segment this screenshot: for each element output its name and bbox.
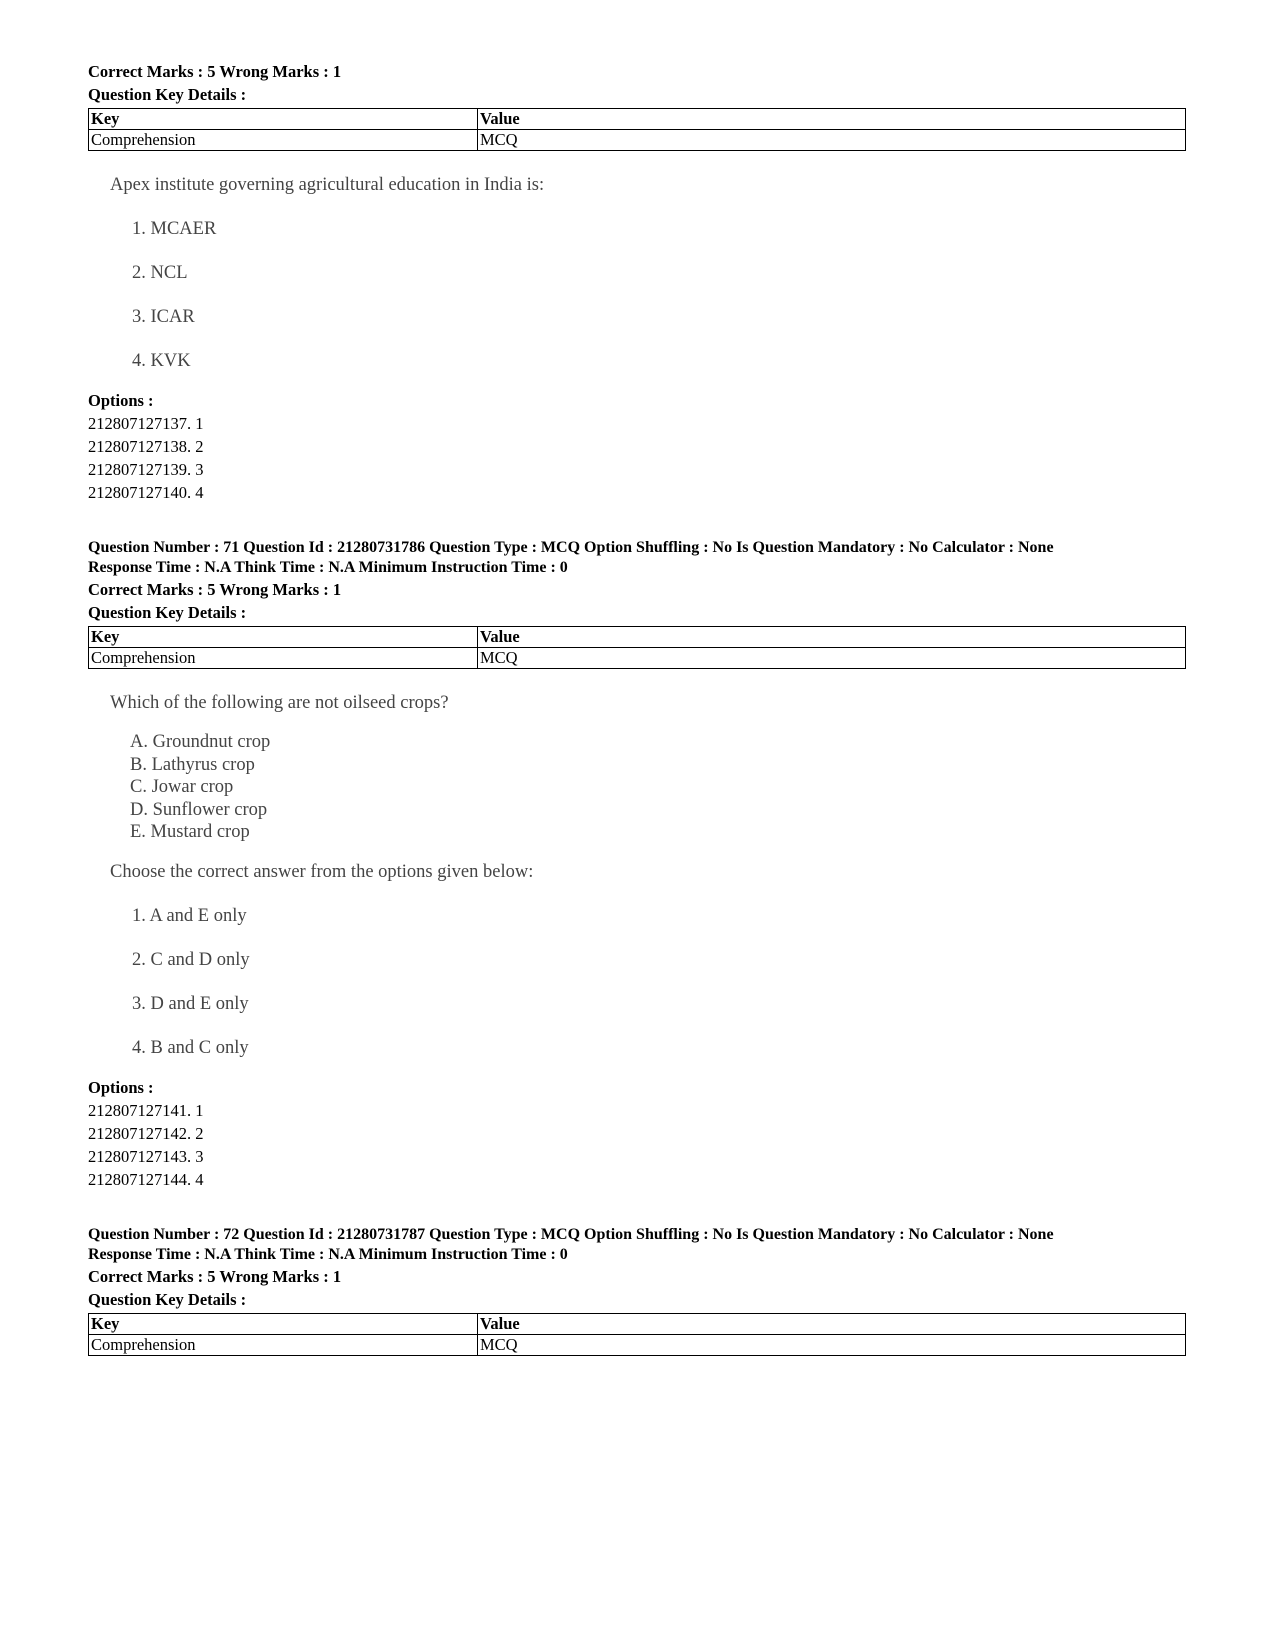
marks-line: Correct Marks : 5 Wrong Marks : 1 bbox=[88, 62, 342, 81]
marks-line: Correct Marks : 5 Wrong Marks : 1 bbox=[88, 580, 342, 599]
option-item: 212807127140. 4 bbox=[88, 483, 204, 502]
key-header: Key bbox=[89, 109, 478, 130]
statement-item: D. Sunflower crop bbox=[130, 799, 268, 820]
answer-choice: 3. ICAR bbox=[132, 307, 195, 327]
key-header: Key bbox=[89, 1313, 478, 1334]
answer-choice: 4. B and C only bbox=[132, 1037, 249, 1058]
statement-item: A. Groundnut crop bbox=[130, 732, 271, 752]
value-header: Value bbox=[478, 109, 1186, 130]
answer-choice: 2. NCL bbox=[132, 263, 188, 283]
option-item: 212807127143. 3 bbox=[88, 1146, 204, 1166]
document-page bbox=[88, 60, 1188, 1356]
value-cell: MCQ bbox=[478, 130, 1186, 151]
question-instruction: Choose the correct answer from the options given below: bbox=[110, 861, 534, 882]
table-header-row bbox=[89, 109, 1186, 130]
question-header-line2: Response Time : N.A Think Time : N.A Minimum Instruction Time : 0 bbox=[88, 559, 568, 576]
table-row bbox=[89, 130, 1186, 151]
key-details-label: Question Key Details : bbox=[88, 1289, 247, 1309]
value-header: Value bbox=[478, 627, 1186, 648]
marks-line: Correct Marks : 5 Wrong Marks : 1 bbox=[88, 1266, 342, 1286]
question-image bbox=[110, 173, 1188, 373]
key-header: Key bbox=[89, 627, 478, 648]
option-item: 212807127139. 3 bbox=[88, 460, 204, 479]
key-details-table bbox=[88, 108, 1186, 151]
question-stem: Which of the following are not oilseed crops? bbox=[110, 693, 449, 713]
question-header-line1: Question Number : 72 Question Id : 21280731787 Question Type : MCQ Option Shuffling : No Is Question Mandatory : No Calculator : None bbox=[88, 1225, 1054, 1243]
answer-choice: 1. MCAER bbox=[132, 219, 217, 239]
options-label: Options : bbox=[88, 1077, 154, 1097]
answer-choice: 2. C and D only bbox=[132, 949, 250, 970]
key-details-table bbox=[88, 626, 1186, 669]
key-cell: Comprehension bbox=[89, 130, 478, 151]
option-item: 212807127137. 1 bbox=[88, 414, 204, 433]
table-header-row bbox=[89, 1313, 1186, 1334]
question-image bbox=[110, 691, 1188, 1060]
question-72-block bbox=[88, 1225, 1188, 1356]
table-row bbox=[89, 648, 1186, 669]
question-stem: Apex institute governing agricultural education in India is: bbox=[110, 175, 545, 195]
answer-choice: 4. KVK bbox=[132, 351, 191, 371]
key-cell: Comprehension bbox=[89, 648, 478, 669]
value-cell: MCQ bbox=[478, 1334, 1186, 1355]
option-item: 212807127142. 2 bbox=[88, 1123, 204, 1143]
table-header-row bbox=[89, 627, 1186, 648]
answer-choice: 1. A and E only bbox=[132, 905, 247, 926]
value-header: Value bbox=[478, 1313, 1186, 1334]
statement-item: E. Mustard crop bbox=[130, 822, 250, 842]
key-details-label: Question Key Details : bbox=[88, 603, 247, 622]
statement-item: C. Jowar crop bbox=[130, 777, 234, 797]
key-cell: Comprehension bbox=[89, 1334, 478, 1355]
statement-item: B. Lathyrus crop bbox=[130, 754, 255, 775]
table-row bbox=[89, 1334, 1186, 1355]
value-cell: MCQ bbox=[478, 648, 1186, 669]
question-header-line2: Response Time : N.A Think Time : N.A Minimum Instruction Time : 0 bbox=[88, 1245, 568, 1263]
option-item: 212807127141. 1 bbox=[88, 1100, 204, 1120]
key-details-label: Question Key Details : bbox=[88, 85, 247, 104]
option-item: 212807127144. 4 bbox=[88, 1169, 204, 1189]
options-label: Options : bbox=[88, 391, 154, 410]
question-71-block bbox=[88, 538, 1188, 1191]
key-details-table bbox=[88, 1313, 1186, 1356]
answer-choice: 3. D and E only bbox=[132, 993, 249, 1014]
option-item: 212807127138. 2 bbox=[88, 437, 204, 456]
question-header-line1: Question Number : 71 Question Id : 21280731786 Question Type : MCQ Option Shuffling : No Is Question Mandatory : No Calculator : None bbox=[88, 539, 1054, 556]
question-70-block bbox=[88, 60, 1188, 504]
